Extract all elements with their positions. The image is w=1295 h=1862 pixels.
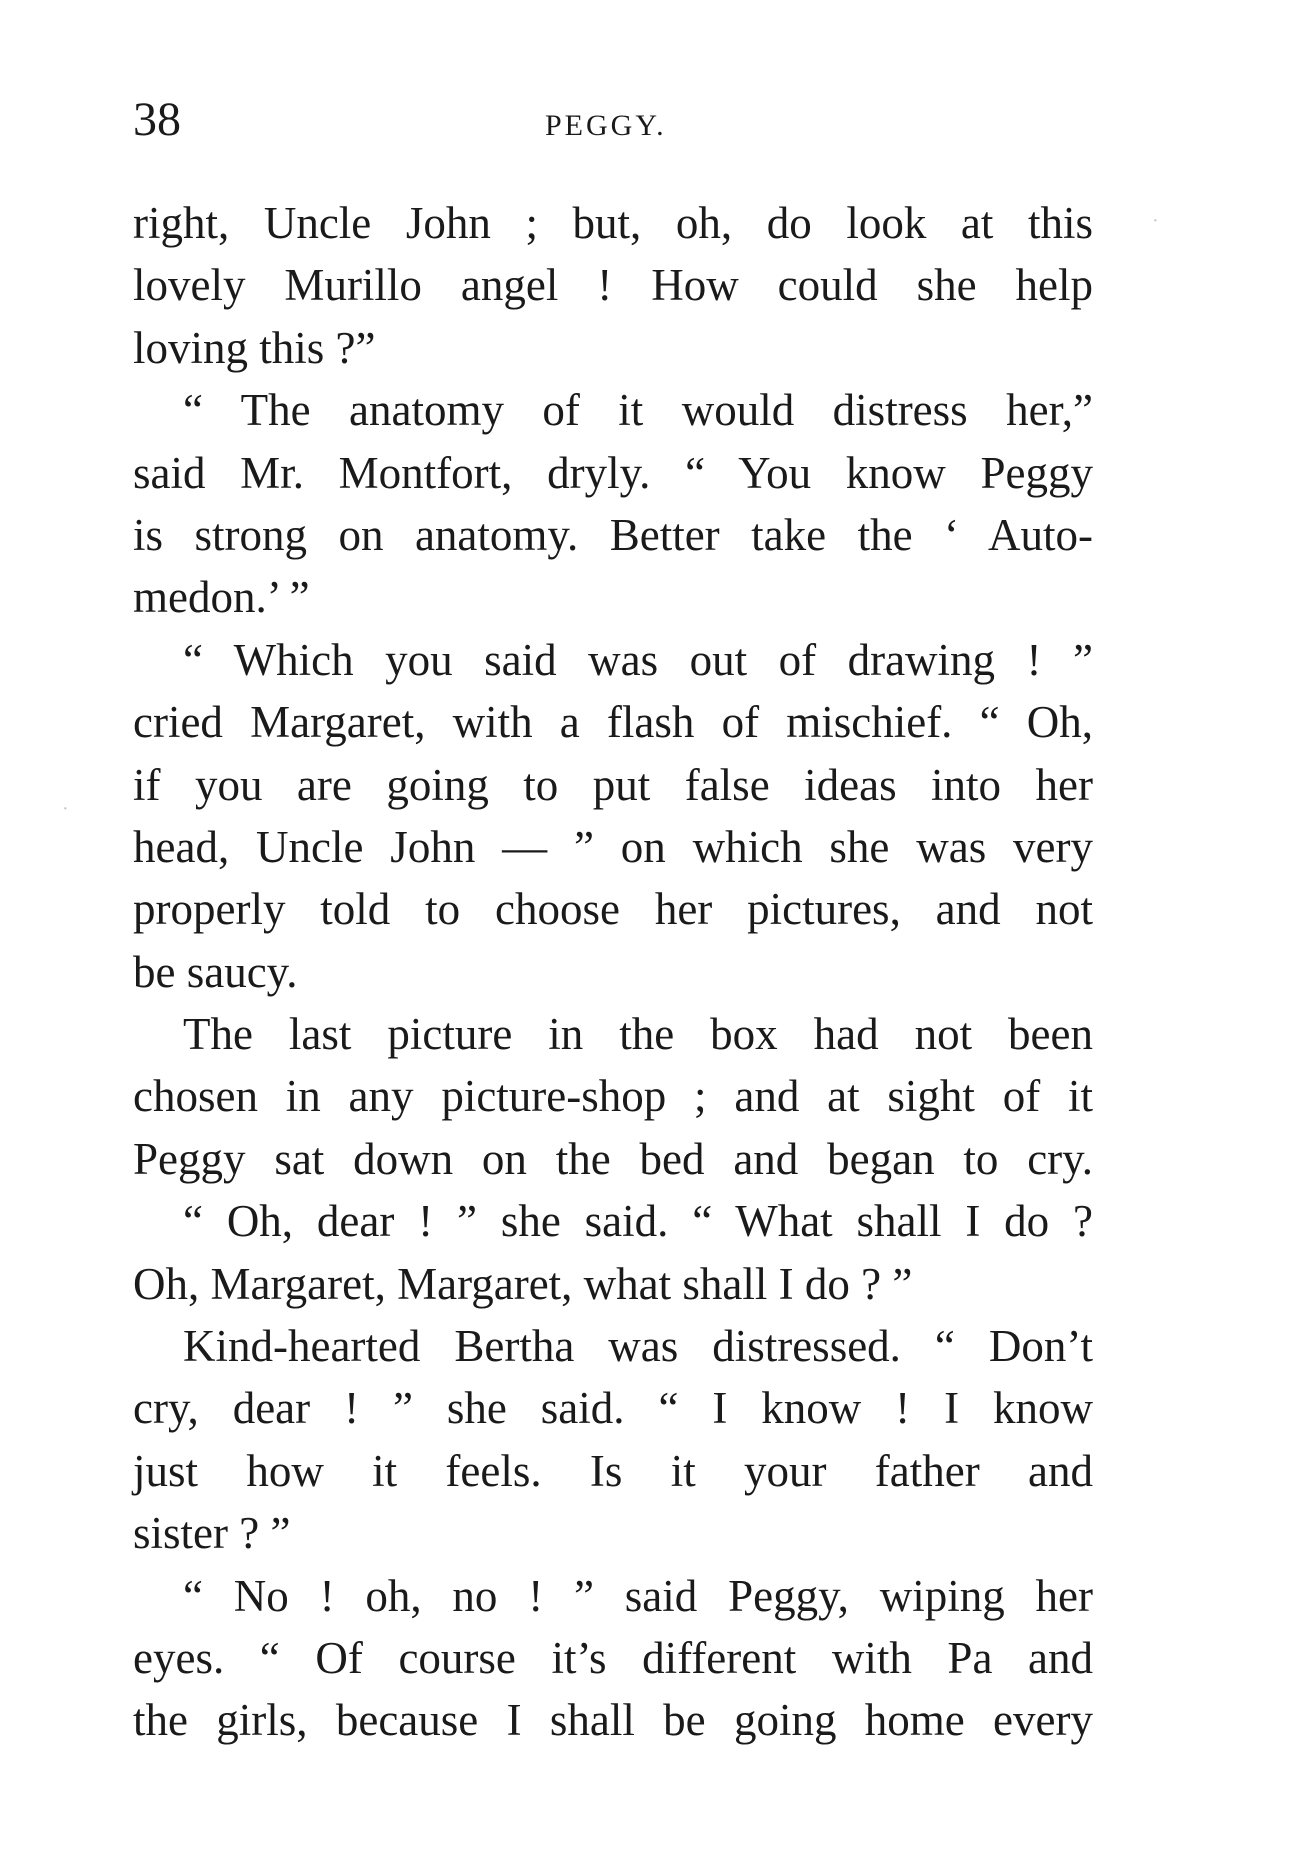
text-line: Peggy sat down on the bed and began to cry. [133,1133,1093,1184]
text-line: properly told to choose her pictures, and not [133,884,1093,935]
text-line: if you are going to put false ideas into her [133,759,1093,810]
body-text [133,192,1093,1752]
text-line: eyes. “ Of course it’s different with Pa and [133,1632,1093,1683]
text-line: is strong on anatomy. Better take the ‘ Auto- [133,509,1093,560]
text-line: “ No ! oh, no ! ” said Peggy, wiping her [183,1570,1093,1621]
text-line: head, Uncle John — ” on which she was very [133,821,1093,872]
text-line: be saucy. [133,946,298,997]
text-line: “ Which you said was out of drawing ! ” [183,634,1093,685]
text-line: cried Margaret, with a flash of mischief. “ Oh, [133,697,1093,748]
text-line: the girls, because I shall be going home every [133,1695,1093,1746]
page-header [133,90,1093,150]
text-line: Kind-hearted Bertha was distressed. “ Don’t [183,1321,1093,1372]
text-line: cry, dear ! ” she said. “ I know ! I know [133,1383,1093,1434]
margin-speck: · [62,798,69,820]
text-line: “ The anatomy of it would distress her,” [183,385,1093,436]
text-line: right, Uncle John ; but, oh, do look at this [133,198,1093,248]
text-line: loving this ?” [133,322,376,373]
text-line: said Mr. Montfort, dryly. “ You know Peggy [133,447,1093,498]
text-line: Oh, Margaret, Margaret, what shall I do ? ” [133,1258,913,1309]
text-line: lovely Murillo angel ! How could she help [133,260,1093,311]
margin-speck: · [1152,210,1159,232]
text-line: The last picture in the box had not been [183,1009,1093,1060]
text-line: medon.’ ” [133,572,310,623]
text-line: sister ? ” [133,1508,291,1559]
page-number: 38 [133,93,181,146]
text-line: chosen in any picture-shop ; and at sight of it [133,1071,1093,1122]
text-line: just how it feels. Is it your father and [133,1445,1093,1496]
text-line: “ Oh, dear ! ” she said. “ What shall I do ? [183,1196,1093,1247]
running-title: PEGGY. [545,109,667,142]
